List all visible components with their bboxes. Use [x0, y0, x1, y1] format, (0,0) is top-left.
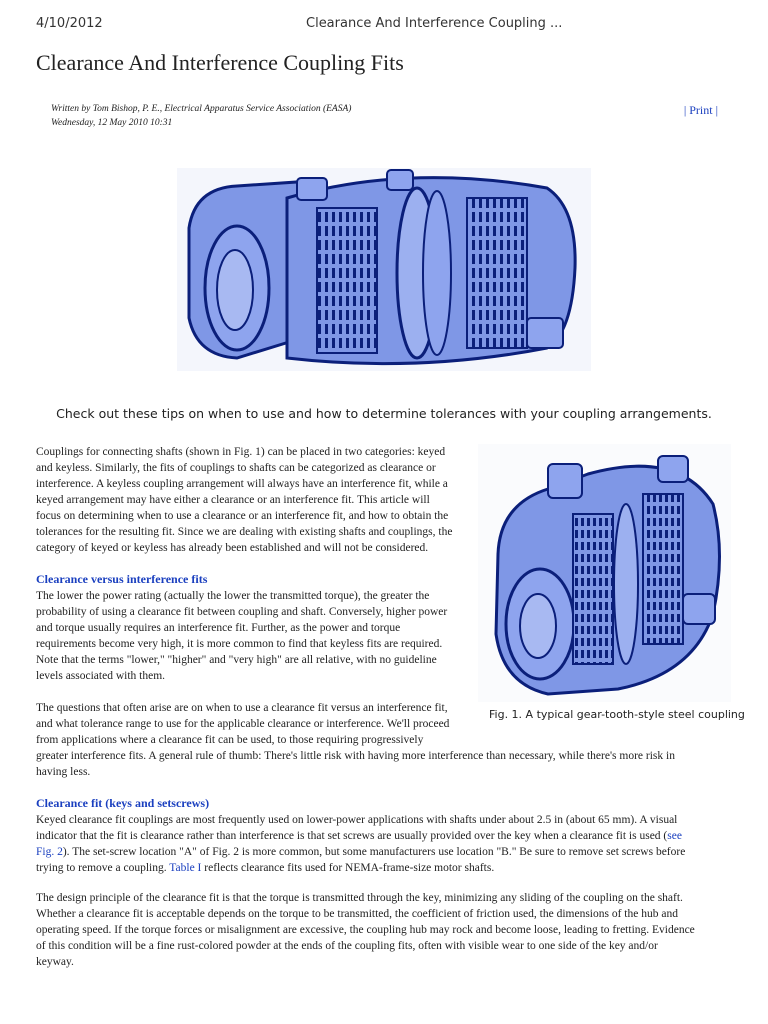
coupling-illustration-large — [177, 168, 591, 371]
text-span: indicator that the fit is clearance rather than interference is that set screws are usually provided over the key when a clearance fit is used ( — [36, 830, 668, 842]
intro-paragraph — [36, 444, 476, 556]
text-line: The design principle of the clearance fit is that the torque is transmitted through the key, minimizing any sliding of the coupling on the shaft. — [36, 892, 683, 904]
text-line: keyed arrangement may have either a clearance or an interference fit. This article will — [36, 494, 430, 506]
byline-author: Written by Tom Bishop, P. E., Electrical Apparatus Service Association (EASA) — [51, 104, 352, 114]
print-page-title: Clearance And Interference Coupling ... — [306, 16, 563, 31]
text-line: Keyed clearance fit couplings are most frequently used on lower-power applications with shafts under about 2.5 in (about 65 mm). A visual — [36, 814, 678, 826]
text-line: Note that the terms "lower," "higher" and "very high" are all relative, with no guideline — [36, 654, 437, 666]
figure-1-image — [478, 444, 731, 702]
article-tagline: Check out these tips on when to use and how to determine tolerances with your coupling arrangements. — [56, 406, 712, 421]
text-line: of this condition will be a fine rust-colored powder at the ends of the coupling fits, often with visible wear to one side of the key and/or — [36, 940, 658, 952]
text-line — [36, 844, 736, 860]
text-line: focus on determining when to use a clearance or an interference fit, and how to obtain the — [36, 510, 449, 522]
section-heading-clearance-vs-interference: Clearance versus interference fits — [36, 572, 208, 586]
coupling-illustration-small — [478, 444, 731, 702]
text-line: interference. A keyless coupling arrangement will always have an interference fit, while a — [36, 478, 448, 490]
text-line: probability of using a clearance fit between coupling and shaft. Conversely, higher power — [36, 606, 448, 618]
print-header — [36, 16, 732, 36]
text-line: operating speed. If the torque forces or misalignment are excessive, the coupling hub may rock and become loose, leading to fretting. Evidence — [36, 924, 695, 936]
text-line: tolerances for the resulting fit. Since we are dealing with existing shafts and couplings, the — [36, 526, 453, 538]
section-heading-clearance-fit: Clearance fit (keys and setscrews) — [36, 796, 210, 810]
see-fig2-link[interactable]: see — [667, 830, 682, 842]
text-line: The lower the power rating (actually the lower the transmitted torque), the greater the — [36, 590, 430, 602]
text-line: The questions that often arise are on when to use a clearance fit versus an interference fit, — [36, 702, 448, 714]
text-line: category of keyed or keyless has already been established and will not be considered. — [36, 542, 429, 554]
print-link[interactable]: | Print | — [683, 103, 718, 117]
text-line: from applications where a clearance fit can be used, to those requiring progressively — [36, 734, 424, 746]
text-line: having less. — [36, 766, 91, 778]
figure-1-caption: Fig. 1. A typical gear-tooth-style steel coupling — [489, 708, 745, 721]
text-line: Couplings for connecting shafts (shown in Fig. 1) can be placed in two categories: keyed — [36, 446, 446, 458]
text-line — [36, 828, 736, 844]
byline-date: Wednesday, 12 May 2010 10:31 — [51, 118, 173, 128]
text-line: Whether a clearance fit is acceptable depends on the torque to be transmitted, the coefficient of friction used, the dimensions of the hub and — [36, 908, 678, 920]
section2-paragraph2 — [36, 890, 736, 970]
section2-paragraph1 — [36, 812, 736, 876]
text-line: and what tolerance range to use for the applicable clearance or interference. We'll proceed — [36, 718, 450, 730]
text-line: and keyless. Similarly, the fits of couplings to shafts can be categorized as clearance or — [36, 462, 436, 474]
table-1-link[interactable]: Table I — [169, 862, 202, 874]
text-line: and torque usually requires an interference fit. Further, as the power and torque — [36, 622, 401, 634]
byline — [51, 102, 351, 130]
text-line: levels associated with them. — [36, 670, 166, 682]
hero-coupling-image — [177, 168, 591, 371]
section1-paragraph1 — [36, 588, 476, 684]
text-line: keyway. — [36, 956, 74, 968]
text-line — [36, 860, 736, 876]
text-span: ). The set-screw location "A" of Fig. 2 is more common, but some manufacturers use location "B." Be sure to remove set screws before — [62, 846, 686, 858]
text-span: reflects clearance fits used for NEMA-frame-size motor shafts. — [201, 862, 495, 874]
fig2-link[interactable]: Fig. 2 — [36, 846, 63, 858]
text-line: greater interference fits. A general rule of thumb: There's little risk with having more interference than necessary, while there's more risk in — [36, 750, 675, 762]
text-line: requirements become very high, it is more common to find that keyless fits are required. — [36, 638, 443, 650]
article-title: Clearance And Interference Coupling Fits — [36, 50, 404, 75]
print-date: 4/10/2012 — [36, 16, 103, 31]
text-span: trying to remove a coupling. — [36, 862, 170, 874]
